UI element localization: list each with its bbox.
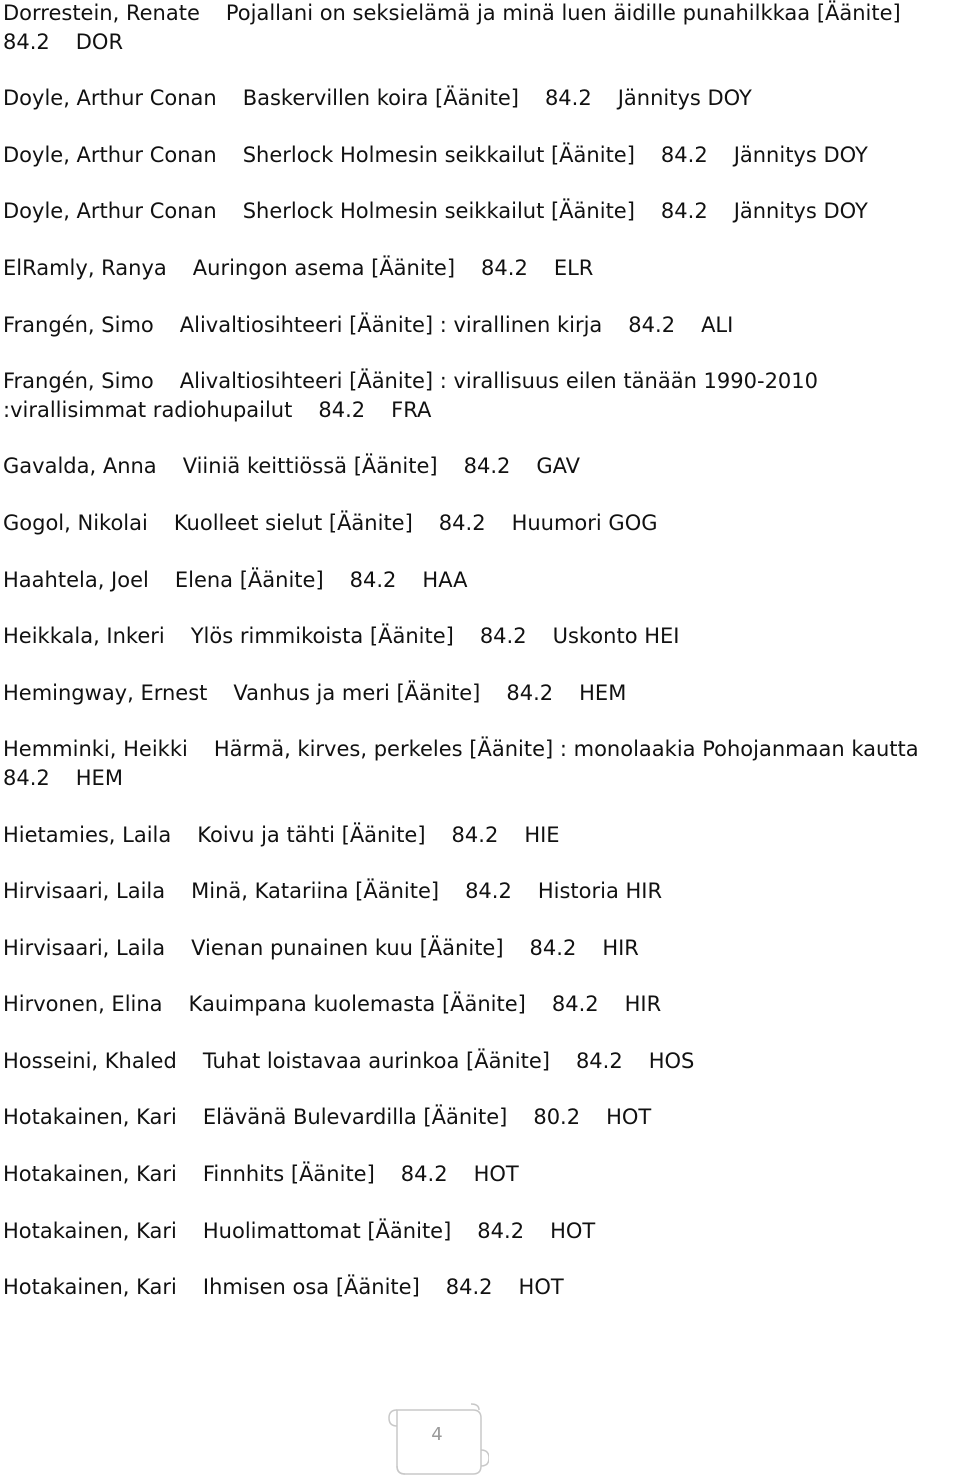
entry-classification: 84.2 <box>481 255 528 280</box>
entry-title: Kuolleet sielut [Äänite] <box>173 510 413 535</box>
entry-author: Gogol, Nikolai <box>3 510 148 535</box>
catalog-entry <box>3 1047 958 1076</box>
entry-shelf: HIE <box>524 822 560 847</box>
entry-shelf: HAA <box>422 567 468 592</box>
entry-title: Elävänä Bulevardilla [Äänite] <box>202 1105 508 1130</box>
catalog-entry <box>3 509 958 538</box>
entry-title: Härmä, kirves, perkeles [Äänite] : monolaakia Pohojanmaan kautta <box>213 737 919 762</box>
entry-shelf: HOT <box>550 1218 596 1243</box>
entry-shelf: Jännitys DOY <box>733 142 868 167</box>
catalog-entry <box>3 1103 958 1132</box>
entry-title: Auringon asema [Äänite] <box>192 255 456 280</box>
entry-author: Dorrestein, Renate <box>3 1 200 25</box>
catalog-entry <box>3 141 958 170</box>
entry-shelf: FRA <box>391 397 432 422</box>
entry-classification: 84.2 <box>318 397 366 422</box>
entry-author: Frangén, Simo <box>3 312 154 337</box>
catalog-entry <box>3 452 958 481</box>
entry-shelf: Jännitys DOY <box>617 86 752 111</box>
entry-title: Alivaltiosihteeri [Äänite] : virallinen kirja <box>179 312 603 337</box>
catalog-entry <box>3 877 958 906</box>
entry-classification: 80.2 <box>533 1105 581 1130</box>
entry-title: Kauimpana kuolemasta [Äänite] <box>188 992 526 1017</box>
entry-classification: 84.2 <box>451 822 499 847</box>
entry-author: Hemminki, Heikki <box>3 737 188 762</box>
entry-title: Ihmisen osa [Äänite] <box>202 1275 420 1300</box>
entry-shelf: Jännitys DOY <box>733 199 868 224</box>
entry-shelf: GAV <box>536 454 581 479</box>
catalog-entry <box>3 735 958 792</box>
entry-shelf: HOS <box>648 1048 695 1073</box>
entry-author: Hotakainen, Kari <box>3 1218 177 1243</box>
entry-author: Gavalda, Anna <box>3 454 157 479</box>
entry-classification: 84.2 <box>349 567 397 592</box>
entry-author: Hirvisaari, Laila <box>3 935 166 960</box>
entry-author: Haahtela, Joel <box>3 567 149 592</box>
entry-title: Alivaltiosihteeri [Äänite] : virallisuus eilen tänään 1990-2010 <box>179 369 819 394</box>
entry-author: Doyle, Arthur Conan <box>3 199 217 224</box>
entry-author: Hirvisaari, Laila <box>3 879 166 904</box>
entry-author: Hotakainen, Kari <box>3 1105 177 1130</box>
entry-classification: 84.2 <box>3 29 50 54</box>
catalog-entry <box>3 1273 958 1302</box>
entry-classification: 84.2 <box>628 312 676 337</box>
entry-title: Finnhits [Äänite] <box>202 1162 375 1187</box>
entry-shelf: HEM <box>579 680 627 705</box>
entry-classification: 84.2 <box>463 454 511 479</box>
entry-title: Baskervillen koira [Äänite] <box>242 86 519 111</box>
entry-shelf: HIR <box>602 935 639 960</box>
catalog-entry <box>3 1217 958 1246</box>
entry-title: Minä, Katariina [Äänite] <box>191 879 440 904</box>
catalog-entry <box>3 311 958 340</box>
entry-classification: 84.2 <box>575 1048 623 1073</box>
entry-title: Ylös rimmikoista [Äänite] <box>190 624 454 649</box>
entry-author: Hosseini, Khaled <box>3 1048 177 1073</box>
entry-shelf: HOT <box>606 1105 652 1130</box>
entry-author: Doyle, Arthur Conan <box>3 142 217 167</box>
entry-classification: 84.2 <box>506 680 554 705</box>
entry-author: Hotakainen, Kari <box>3 1275 177 1300</box>
entry-author: Doyle, Arthur Conan <box>3 86 217 111</box>
catalog-entry <box>3 0 958 56</box>
entry-classification: 84.2 <box>479 624 527 649</box>
entry-classification: 84.2 <box>660 199 708 224</box>
entry-title: Huolimattomat [Äänite] <box>202 1218 452 1243</box>
catalog-entry <box>3 367 958 424</box>
entry-title: Sherlock Holmesin seikkailut [Äänite] <box>242 199 635 224</box>
entry-author: Hirvonen, Elina <box>3 992 163 1017</box>
catalog-entry <box>3 1160 958 1189</box>
page-footer <box>385 1400 489 1480</box>
entry-title: Tuhat loistavaa aurinkoa [Äänite] <box>202 1048 550 1073</box>
entry-classification: 84.2 <box>544 86 592 111</box>
entry-shelf: Uskonto HEI <box>552 624 680 649</box>
entry-shelf: Huumori GOG <box>511 510 658 535</box>
catalog-entry <box>3 254 958 283</box>
entry-classification: 84.2 <box>3 765 50 790</box>
entry-classification: 84.2 <box>400 1162 448 1187</box>
page-number: 4 <box>431 1424 443 1445</box>
catalog-entry <box>3 84 958 113</box>
entry-title: Sherlock Holmesin seikkailut [Äänite] <box>242 142 635 167</box>
entry-classification: 84.2 <box>438 510 486 535</box>
entry-shelf: Historia HIR <box>537 879 663 904</box>
entry-title: Viiniä keittiössä [Äänite] <box>182 454 438 479</box>
entry-author: Hietamies, Laila <box>3 822 172 847</box>
entry-author: Heikkala, Inkeri <box>3 624 165 649</box>
catalog-entry <box>3 990 958 1019</box>
entry-shelf: ALI <box>701 312 734 337</box>
entry-title: Elena [Äänite] <box>174 567 324 592</box>
entry-author: Hemingway, Ernest <box>3 680 208 705</box>
entry-title-continued: :virallisimmat radiohupailut <box>3 397 293 422</box>
entry-shelf: DOR <box>75 29 124 54</box>
entry-author: ElRamly, Ranya <box>3 255 167 280</box>
entry-title: Vanhus ja meri [Äänite] <box>233 680 481 705</box>
entry-author: Hotakainen, Kari <box>3 1162 177 1187</box>
entry-shelf: ELR <box>553 255 594 280</box>
entry-classification: 84.2 <box>660 142 708 167</box>
entry-shelf: HOT <box>473 1162 519 1187</box>
entry-title: Vienan punainen kuu [Äänite] <box>191 935 504 960</box>
entry-classification: 84.2 <box>477 1218 525 1243</box>
catalog-entry <box>3 934 958 963</box>
catalog-list <box>3 0 958 1330</box>
catalog-entry <box>3 622 958 651</box>
catalog-entry <box>3 197 958 226</box>
entry-author: Frangén, Simo <box>3 369 154 394</box>
entry-classification: 84.2 <box>445 1275 493 1300</box>
entry-classification: 84.2 <box>465 879 512 904</box>
catalog-entry <box>3 821 958 850</box>
entry-title: Koivu ja tähti [Äänite] <box>197 822 426 847</box>
entry-shelf: HOT <box>518 1275 564 1300</box>
entry-classification: 84.2 <box>529 935 577 960</box>
catalog-entry <box>3 679 958 708</box>
catalog-entry <box>3 566 958 595</box>
entry-classification: 84.2 <box>551 992 599 1017</box>
entry-title: Pojallani on seksielämä ja minä luen äidille punahilkkaa [Äänite] <box>225 1 901 25</box>
entry-shelf: HIR <box>624 992 662 1017</box>
entry-shelf: HEM <box>75 765 123 790</box>
